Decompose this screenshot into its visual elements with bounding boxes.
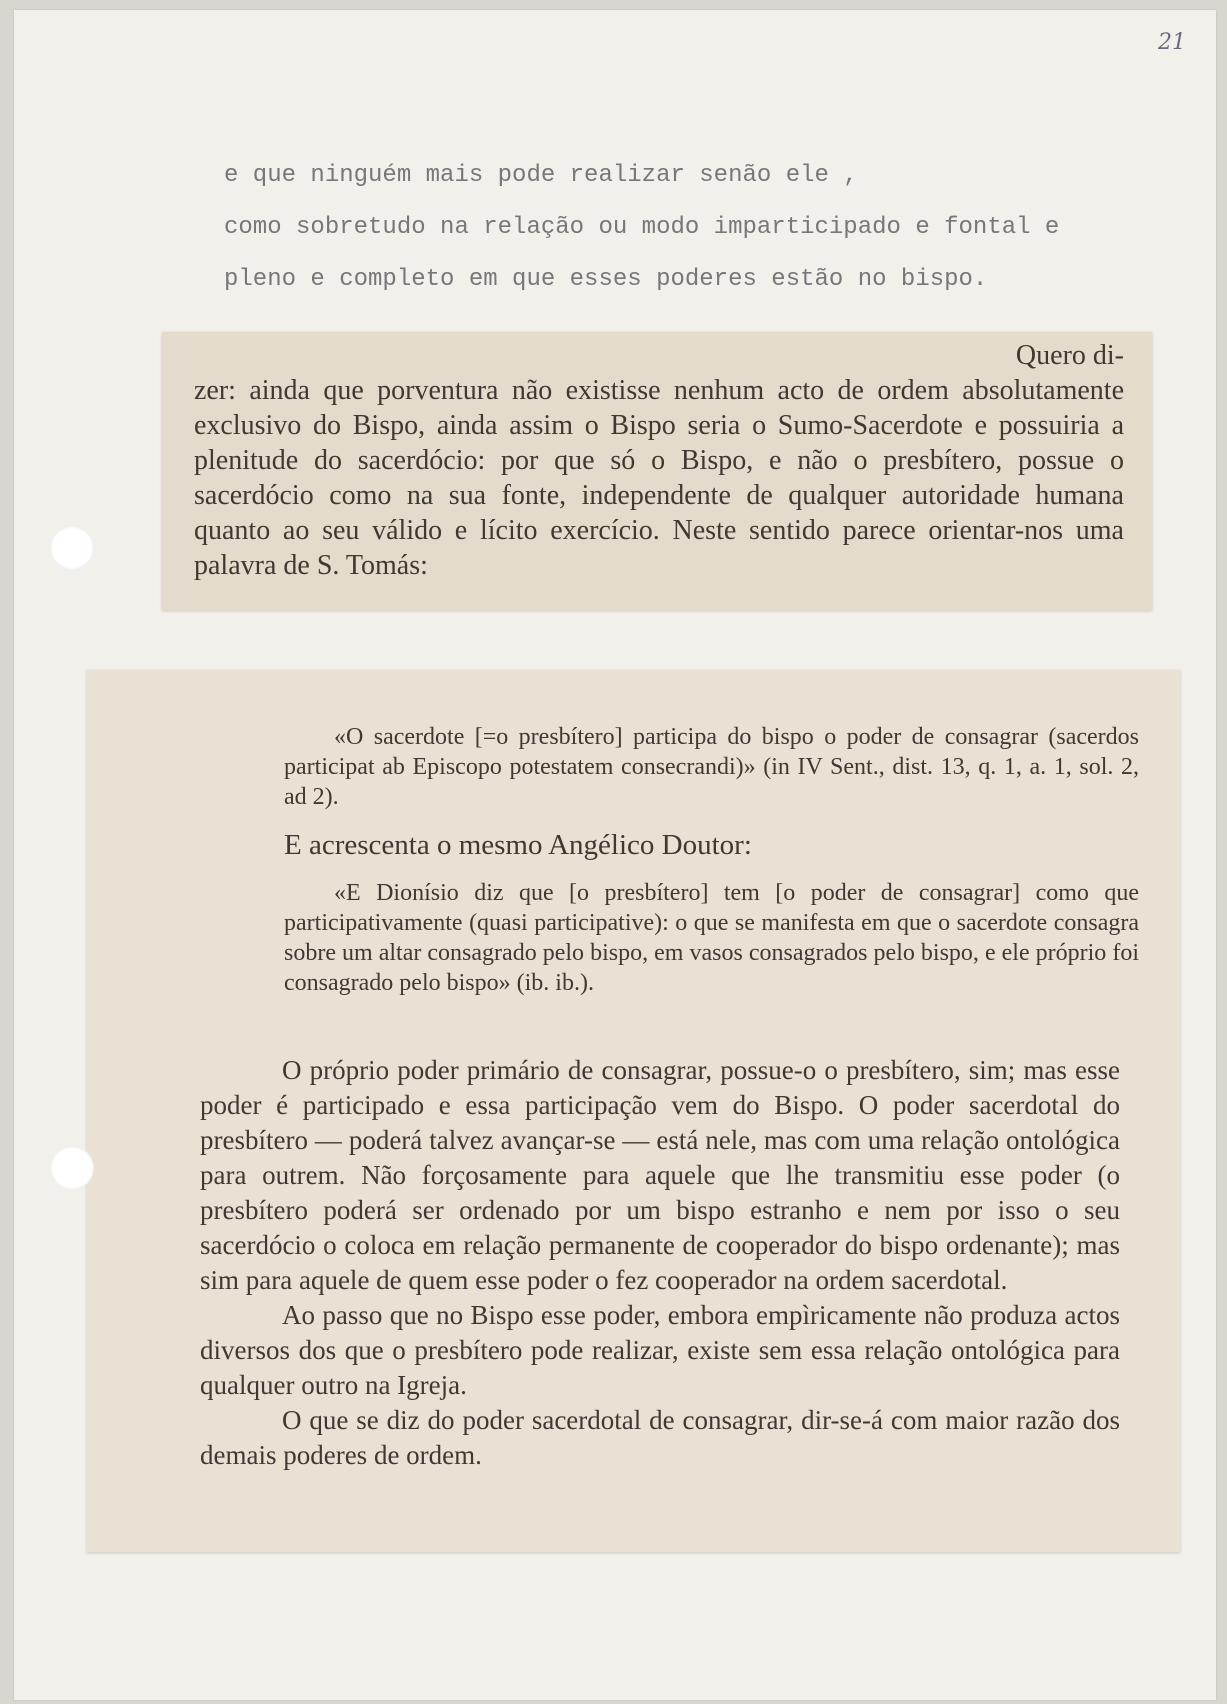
clipping-lead: Quero di- (1015, 340, 1124, 371)
quote-text: «O sacerdote [=o presbítero] participa do bispo o poder de consagrar (sacerdos participat ab Episcopo potestatem consecrandi)» (in IV Sent., dist. 13, q. 1, a. 1, sol. 2, ad 2). (284, 724, 1139, 810)
typed-line: pleno e completo em que esses poderes estão no bispo. (224, 266, 988, 293)
paragraph: O próprio poder primário de consagrar, possue-o o presbítero, sim; mas esse poder é participado e essa participação vem do Bispo. O poder sacerdotal do presbítero — poderá talvez avançar-se — está nele, mas com uma relação ontológica para outrem. Não forçosamente para aquele que lhe transmitiu esse poder (o presbítero poderá ser ordenado por um bispo estranho e nem por isso o seu sacerdócio o coloca em relação permanente de cooperador do bispo ordenante); mas sim para aquele de quem esse poder o fez cooperador na ordem sacerdotal. (200, 1055, 1120, 1295)
document-page (14, 10, 1216, 1700)
punch-hole (50, 1146, 94, 1190)
block-quote-2 (284, 878, 1139, 998)
typewritten-text (224, 150, 1174, 306)
clipping-text: zer: ainda que porventura não existisse nenhum acto de ordem absolutamente exclusivo do Bispo, ainda assim o Bispo seria o Sumo-Sacerdote e possuiria a plenitude do sacerdócio: por que só o Bispo, e não o presbítero, possue o sacerdócio como na sua fonte, independente de qualquer autoridade humana quanto ao seu válido e lícito exercício. Neste sentido parece orientar-nos uma palavra de S. Tomás: (194, 375, 1124, 581)
punch-hole (50, 526, 94, 570)
clipping-paragraph (194, 338, 1124, 583)
pasted-clipping-1 (162, 332, 1152, 610)
block-quote-1 (284, 722, 1139, 812)
paragraph: Ao passo que no Bispo esse poder, embora empìricamente não produza actos diversos dos que o presbítero pode realizar, existe sem essa relação ontológica para qualquer outro na Igreja. (200, 1300, 1120, 1400)
section-lead-line: E acrescenta o mesmo Angélico Doutor: (284, 829, 752, 861)
pasted-clipping-2 (87, 670, 1180, 1552)
body-paragraphs (200, 1053, 1120, 1473)
typed-line: como sobretudo na relação ou modo imparticipado e fontal e (224, 214, 1060, 241)
quote-text: «E Dionísio diz que [o presbítero] tem [o poder de consagrar] como que participativamente (quasi participative): o que se manifesta em que o sacerdote consagra sobre um altar consagrado pelo bispo, em vasos consagrados pelo bispo, e ele próprio foi consagrado pelo bispo» (ib. ib.). (284, 880, 1139, 996)
page-number: 21 (1158, 30, 1186, 55)
paragraph: O que se diz do poder sacerdotal de consagrar, dir-se-á com maior razão dos demais poderes de ordem. (200, 1405, 1120, 1470)
typed-line: e que ninguém mais pode realizar senão ele , (224, 162, 858, 189)
